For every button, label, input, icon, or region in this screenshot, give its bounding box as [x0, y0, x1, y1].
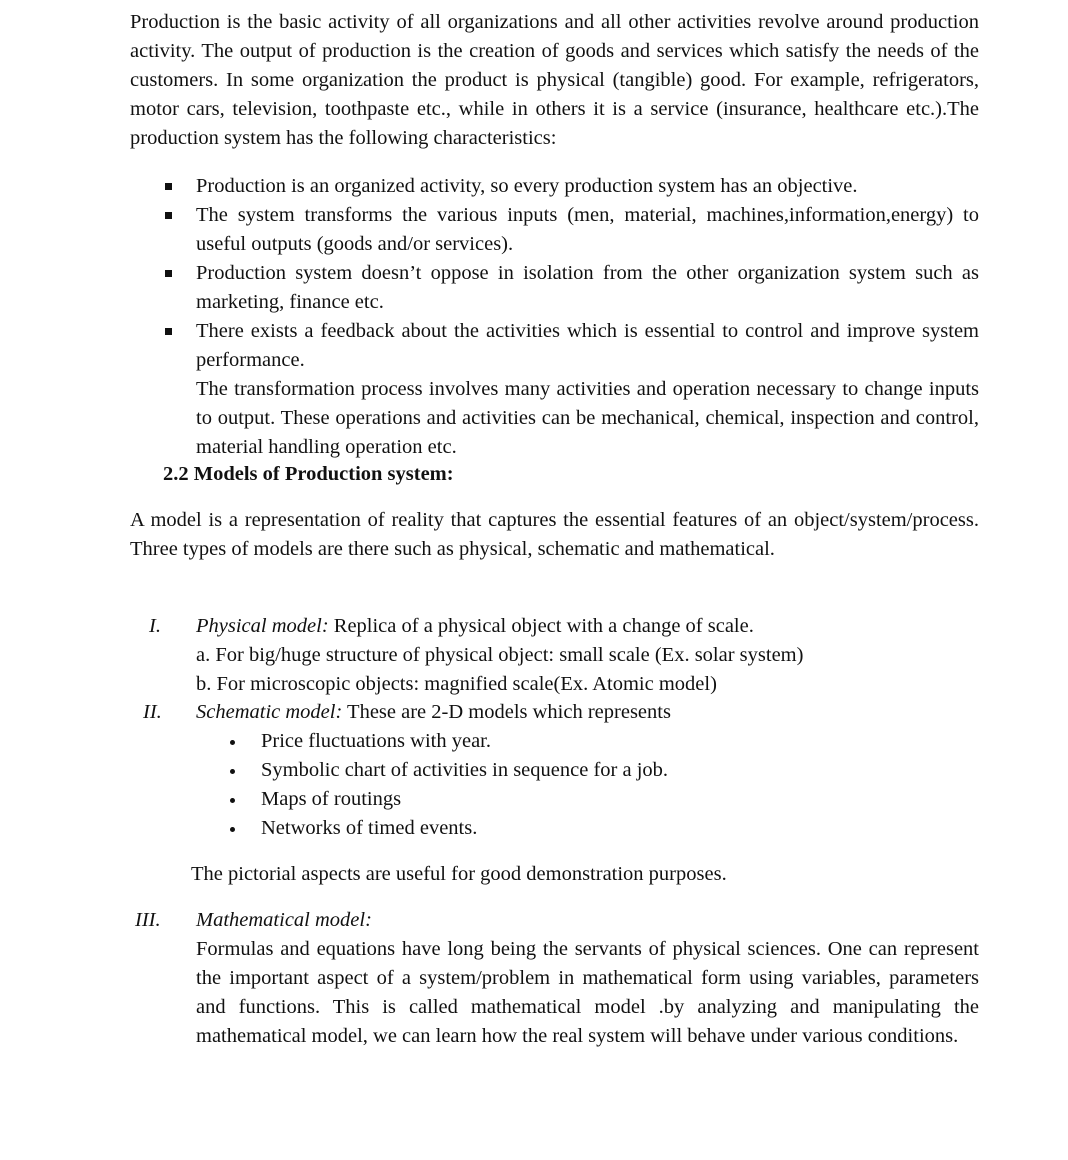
- physical-model-sub-b: b. For microscopic objects: magnified scale(Ex. Atomic model): [196, 673, 717, 695]
- schematic-model-desc: These are 2-D models which represents: [342, 701, 671, 723]
- square-bullet-icon: [165, 183, 172, 190]
- physical-model-desc: Replica of a physical object with a change of scale.: [328, 615, 754, 637]
- roman-numeral-iii: III.: [135, 909, 161, 931]
- list-item-text: Networks of timed events.: [261, 817, 478, 839]
- list-item-text: Price fluctuations with year.: [261, 730, 491, 752]
- mathematical-model-title: Mathematical model:: [196, 909, 372, 931]
- physical-model-sub-a: a. For big/huge structure of physical object: small scale (Ex. solar system): [196, 644, 804, 666]
- intro-paragraph: Production is the basic activity of all organizations and all other activities revolve around production activity. The output of production is the creation of goods and services which satisfy the needs of the customers. In some organization the product is physical (tangible) good. For example, refrigerators, motor cars, television, toothpaste etc., while in others it is a service (insurance, healthcare etc.).The production system has the following characteristics:: [130, 11, 979, 149]
- roman-numeral-ii: II.: [143, 701, 162, 723]
- dot-bullet-icon: [230, 769, 235, 774]
- dot-bullet-icon: [230, 827, 235, 832]
- list-item-text: Symbolic chart of activities in sequence for a job.: [261, 759, 669, 781]
- list-item-text: There exists a feedback about the activities which is essential to control and improve system performance.: [196, 320, 979, 371]
- schematic-model-block: [196, 698, 979, 843]
- list-item: [196, 814, 979, 843]
- square-bullet-icon: [165, 328, 172, 335]
- list-item: [196, 756, 979, 785]
- list-item: [196, 785, 979, 814]
- dot-bullet-icon: [230, 798, 235, 803]
- schematic-model-line: [196, 698, 979, 727]
- list-item: [130, 172, 979, 201]
- list-item-text: The system transforms the various inputs (men, material, machines,information,energy) to useful outputs (goods and/or services).: [196, 204, 979, 255]
- physical-model-line: [196, 612, 979, 641]
- mathematical-model-desc: Formulas and equations have long being the servants of physical sciences. One can represent the important aspect of a system/problem in mathematical form using variables, parameters and functions. This is called mathematical model .by analyzing and manipulating the mathematical model, we can learn how the real system will behave under various conditions.: [196, 938, 979, 1047]
- list-item: [196, 727, 979, 756]
- physical-model-title: Physical model:: [196, 615, 329, 637]
- list-item-text: Maps of routings: [261, 788, 402, 810]
- characteristics-list: [130, 172, 979, 462]
- model-intro-paragraph: A model is a representation of reality that captures the essential features of an object/system/process. Three types of models are there such as physical, schematic and mathematical.: [130, 509, 979, 560]
- square-bullet-icon: [165, 270, 172, 277]
- dot-bullet-icon: [230, 740, 235, 745]
- list-item-text: Production is an organized activity, so every production system has an objective.: [196, 175, 858, 197]
- physical-model-block: [196, 612, 979, 699]
- list-item: [130, 317, 979, 375]
- list-item: [130, 259, 979, 317]
- roman-numeral-i: I.: [149, 615, 161, 637]
- list-item-text: Production system doesn’t oppose in isolation from the other organization system such as marketing, finance etc.: [196, 262, 979, 313]
- section-heading: 2.2 Models of Production system:: [163, 463, 454, 485]
- list-item: [130, 201, 979, 259]
- mathematical-model-block: [196, 906, 979, 1051]
- square-bullet-icon: [165, 212, 172, 219]
- schematic-note: The pictorial aspects are useful for good demonstration purposes.: [191, 863, 727, 885]
- schematic-model-title: Schematic model:: [196, 701, 343, 723]
- transformation-paragraph: The transformation process involves many activities and operation necessary to change inputs to output. These operations and activities can be mechanical, chemical, inspection and control, material handling operation etc.: [196, 378, 979, 458]
